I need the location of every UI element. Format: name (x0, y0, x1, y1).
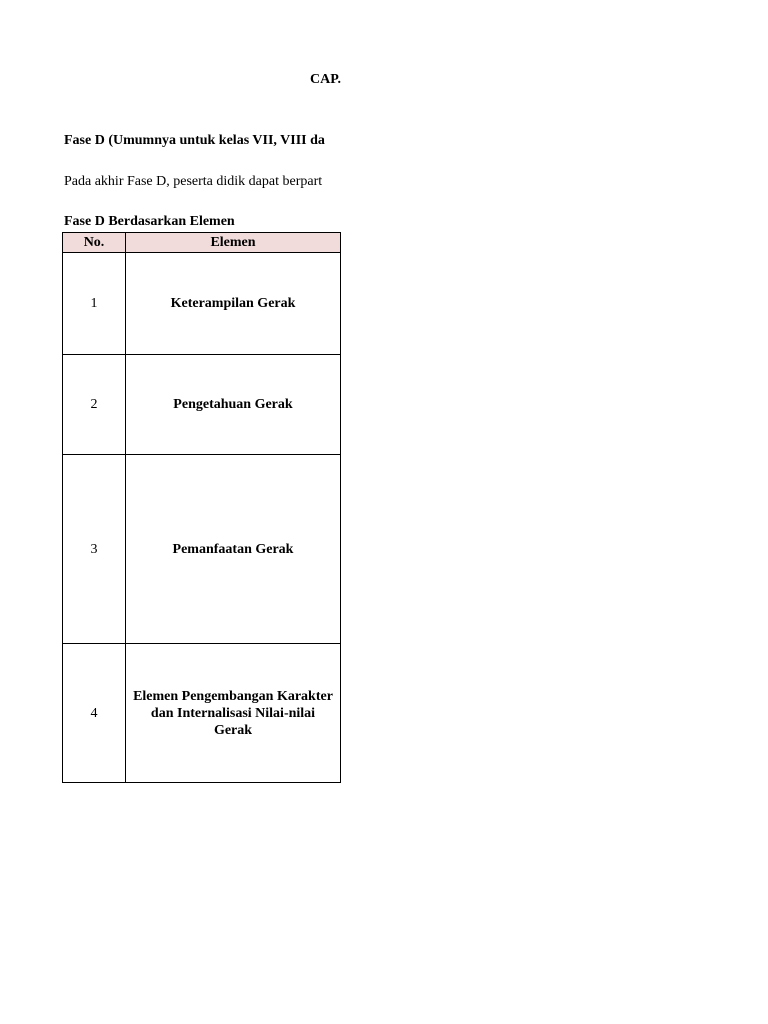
row-element: Pengetahuan Gerak (126, 355, 341, 455)
phase-description: Pada akhir Fase D, peserta didik dapat berpart (64, 174, 323, 189)
row-element: Pemanfaatan Gerak (126, 455, 341, 644)
elements-table (62, 232, 341, 783)
table-row (63, 355, 341, 455)
row-element: Keterampilan Gerak (126, 253, 341, 355)
row-number: 3 (63, 455, 126, 644)
document-page (0, 0, 341, 1024)
table-header-row (63, 233, 341, 253)
row-number: 4 (63, 644, 126, 783)
table-row (63, 644, 341, 783)
row-element: Elemen Pengembangan Karakter dan Internalisasi Nilai-nilai Gerak (126, 644, 341, 783)
table-row (63, 253, 341, 355)
document-title: CAP. (310, 72, 341, 87)
header-element: Elemen (126, 233, 341, 253)
row-number: 1 (63, 253, 126, 355)
header-no: No. (63, 233, 126, 253)
section-heading: Fase D Berdasarkan Elemen (64, 214, 235, 229)
row-number: 2 (63, 355, 126, 455)
table-row (63, 455, 341, 644)
phase-heading: Fase D (Umumnya untuk kelas VII, VIII da (64, 133, 325, 148)
